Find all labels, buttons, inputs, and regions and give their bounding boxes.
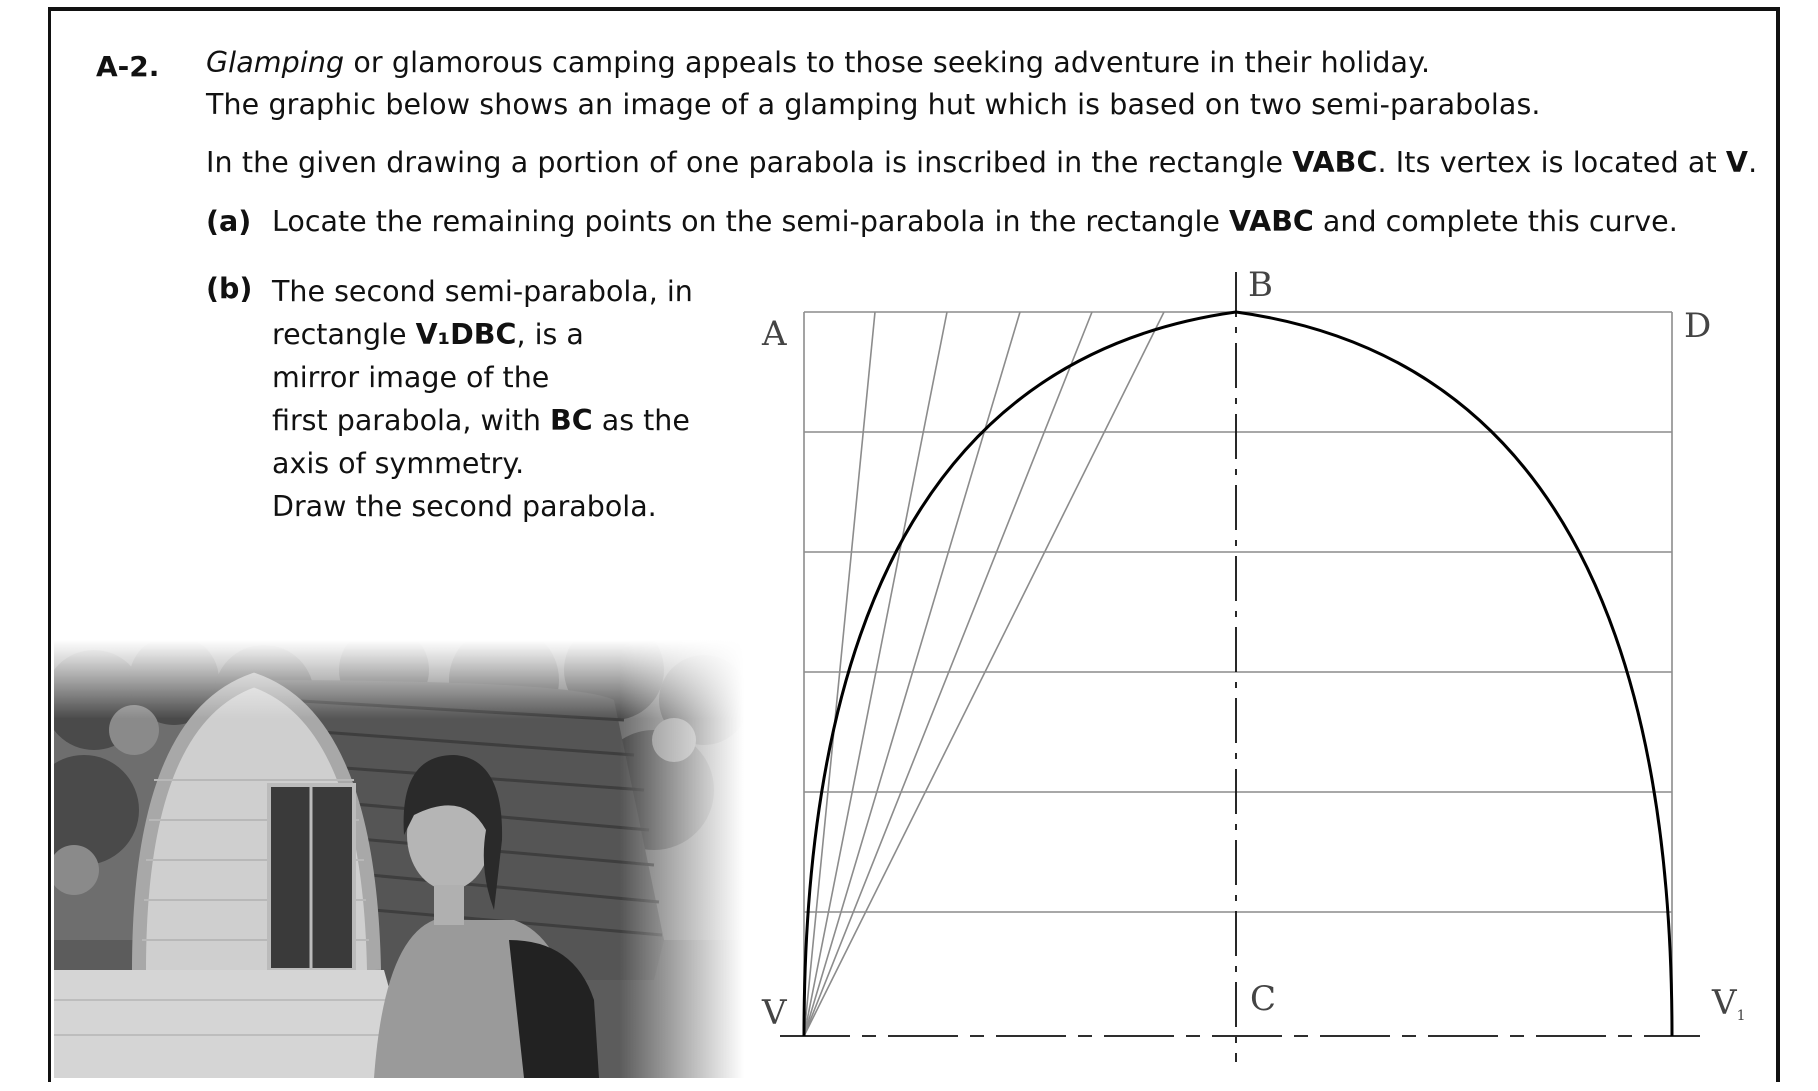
ray-line — [804, 312, 947, 1036]
part-b-line: first parabola, with BC as the — [272, 404, 690, 437]
label-B: B — [1248, 265, 1273, 305]
label-V1: V1 — [1712, 983, 1746, 1024]
question-line-3: In the given drawing a portion of one parabola is inscribed in the rectangle VABC. Its vertex is located at V. — [206, 146, 1758, 179]
question-line-2: The graphic below shows an image of a glamping hut which is based on two semi-parabolas. — [206, 88, 1541, 121]
part-b-line: axis of symmetry. — [272, 447, 525, 480]
part-b-line: rectangle V₁DBC, is a — [272, 318, 584, 351]
label-C: C — [1250, 979, 1277, 1019]
part-a-text: Locate the remaining points on the semi-parabola in the rectangle VABC and complete this curve. — [272, 205, 1678, 238]
second-semi-parabola — [1236, 312, 1672, 1036]
ray-line — [804, 312, 875, 1036]
ray-line — [804, 312, 1020, 1036]
label-A: A — [762, 314, 787, 354]
parabola-drawing — [740, 262, 1800, 1062]
glamping-hut-photo — [54, 640, 744, 1078]
part-b-line: mirror image of the — [272, 361, 550, 394]
glamping-term: Glamping — [206, 46, 345, 79]
label-V: V — [762, 993, 787, 1033]
question-intro: Glamping or glamorous camping appeals to those seeking adventure in their holiday. — [206, 46, 1431, 79]
part-b-line: Draw the second parabola. — [272, 490, 657, 523]
part-b-label: (b) — [206, 272, 253, 305]
question-number: A-2. — [96, 50, 160, 83]
label-D: D — [1684, 306, 1712, 346]
part-b-text — [272, 270, 693, 528]
frame-left-border — [48, 7, 51, 1082]
construction-lines — [804, 312, 1672, 1036]
ray-line — [804, 312, 1164, 1036]
first-semi-parabola — [804, 312, 1236, 1036]
frame-top-border — [48, 7, 1780, 11]
part-b-line: The second semi-parabola, in — [272, 275, 693, 308]
part-a-label: (a) — [206, 205, 252, 238]
